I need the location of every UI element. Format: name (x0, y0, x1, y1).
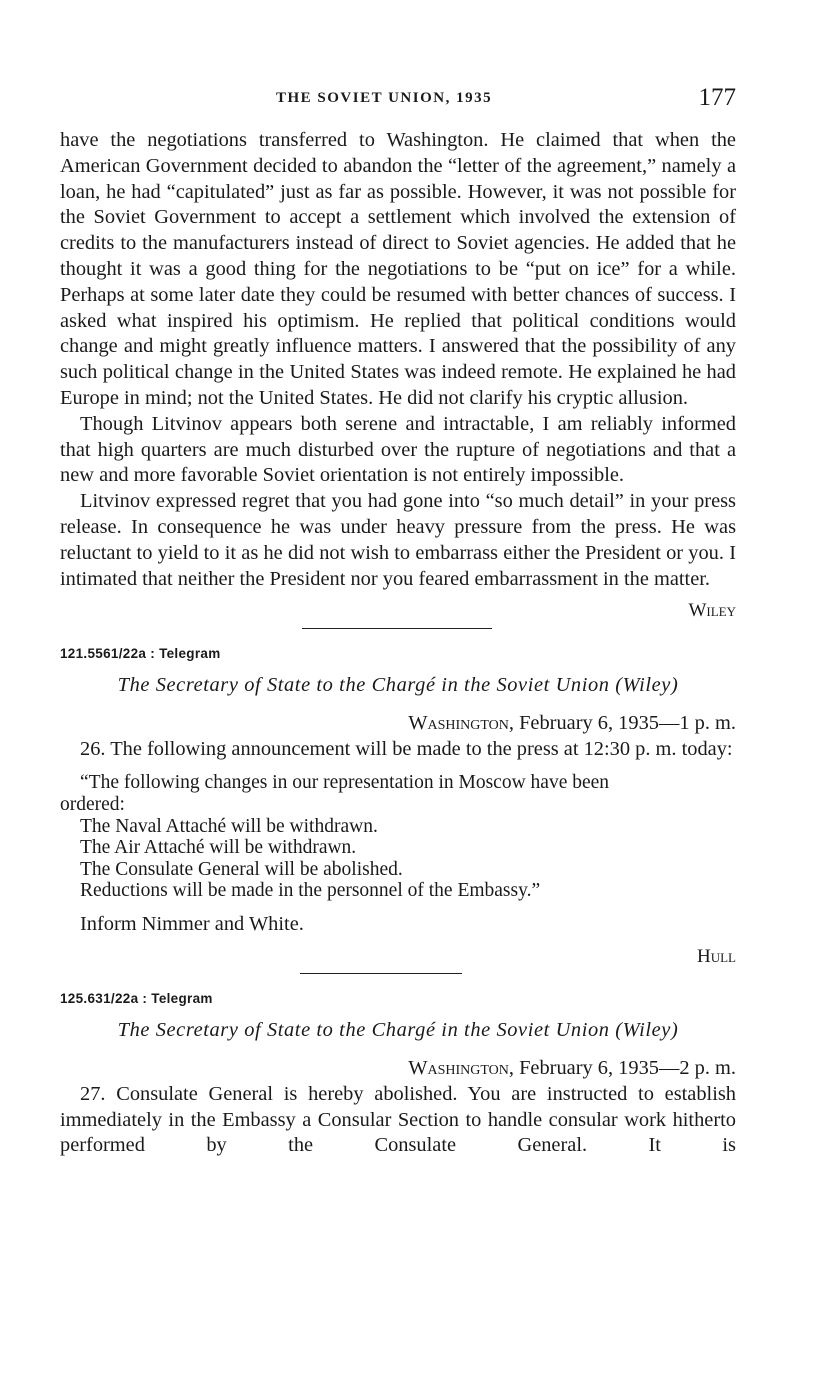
inform-line: Inform Nimmer and White. (80, 912, 304, 935)
page-body (60, 128, 736, 1159)
paragraph: Litvinov expressed regret that you had gone into “so much detail” in your press release. In consequence he was under heavy pressure from the press. He was reluctant to yield to it as he did not wish to embarrass either the President or you. I intimated that neither the President nor you feared embarrassment in the matter. (60, 490, 736, 590)
paragraph: Though Litvinov appears both serene and intractable, I am reliably informed that high quarters are much disturbed over the rupture of negotiations and that a new and more favorable Soviet orientation is not entirely impossible. (60, 412, 736, 487)
page-header (60, 84, 736, 118)
document-title: The Secretary of State to the Chargé in the Soviet Union (Wiley) (117, 1019, 679, 1042)
dateline-date: , February 6, 1935—2 p. m. (508, 1057, 736, 1080)
dateline-place: Washington (408, 1057, 509, 1080)
quote-line: The Air Attaché will be withdrawn. (80, 837, 357, 859)
paragraph: 27. Consulate General is hereby abolished. You are instructed to establish immediately in the Embassy a Consular Section to handle consular work hitherto performed by the Consulate General. It is (60, 1082, 736, 1157)
quote-line: The Naval Attaché will be withdrawn. (80, 815, 378, 837)
signature-hull: Hull (697, 945, 736, 967)
running-head: THE SOVIET UNION, 1935 (276, 90, 493, 106)
quote-line: ordered: (60, 793, 125, 815)
dateline-date: , February 6, 1935—1 p. m. (508, 711, 736, 734)
file-reference: 121.5561/22a : Telegram (60, 646, 221, 662)
dateline (60, 711, 736, 737)
paragraph: 26. The following announcement will be made to the press at 12:30 p. m. today: (80, 737, 733, 760)
page-number: 177 (698, 84, 736, 111)
dateline-place: Washington (408, 711, 509, 734)
signature-wiley: Wiley (688, 600, 736, 622)
section-divider (300, 973, 462, 974)
file-reference: 125.631/22a : Telegram (60, 991, 213, 1007)
quote-line: Reductions will be made in the personnel of the Embassy.” (80, 880, 541, 902)
document-title: The Secretary of State to the Chargé in the Soviet Union (Wiley) (117, 673, 679, 696)
paragraph: have the negotiations transferred to Washington. He claimed that when the American Government decided to abandon the “letter of the agreement,” namely a loan, he had “capitulated” just as far as possible. However, it was not possible for the Soviet Government to accept a settlement which involved the extension of credits to the manufacturers instead of direct to Soviet agencies. He added that he thought it was a good thing for the negotiations to be “put on ice” for a while. Perhaps at some later date they could be resumed with better chances of success. I asked what inspired his optimism. He replied that political conditions would change and might greatly influence matters. I answered that the possibility of any such political change in the United States was indeed remote. He explained he had Europe in mind; not the United States. He did not clarify his cryptic allusion. (60, 129, 736, 409)
dateline (60, 1056, 736, 1082)
press-announcement-quote (60, 772, 736, 902)
section-divider (302, 628, 492, 629)
quote-line: The Consulate General will be abolished. (80, 858, 403, 880)
quote-line: “The following changes in our representation in Moscow have been (80, 772, 610, 794)
